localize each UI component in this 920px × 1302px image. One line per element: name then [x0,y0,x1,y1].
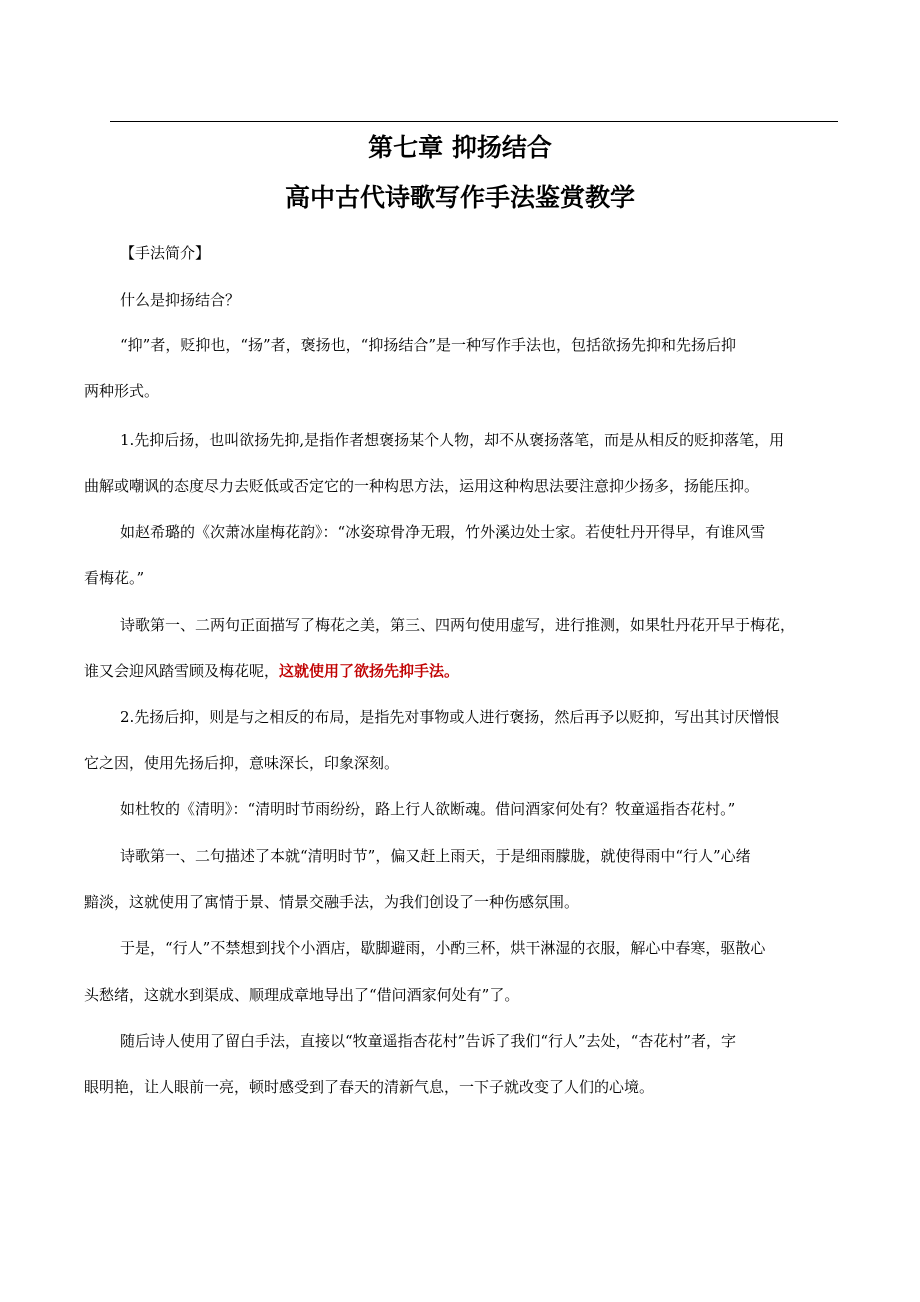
analysis4-line-2: 眼明艳，让人眼前一亮，顿时感受到了春天的清新气息，一下子就改变了人们的心境。 [84,1078,655,1096]
analysis1-line-2 [84,661,459,681]
analysis3-line-1: 于是，“行人”不禁想到找个小酒店，歇脚避雨，小酌三杯，烘干淋湿的衣服，解心中春寒，驱散心 [120,939,766,957]
header-rule [110,121,838,122]
analysis2-line-2: 黯淡，这就使用了寓情于景、情景交融手法，为我们创设了一种伤感氛围。 [84,893,580,911]
point2-line-2: 它之因，使用先扬后抑，意味深长，印象深刻。 [84,754,400,772]
analysis1-plain-text: 谁又会迎风踏雪顾及梅花呢， [84,662,280,680]
analysis1-line-1: 诗歌第一、二两句正面描写了梅花之美，第三、四两句使用虚写，进行推测，如果牡丹花开早于梅花， [120,616,796,634]
example2-line-1: 如杜牧的《清明》：“清明时节雨纷纷，路上行人欲断魂。借问酒家何处有？牧童遥指杏花村。” [120,800,736,818]
example1-line-2: 看梅花。” [84,569,145,587]
section-label: 【手法简介】 [120,244,211,262]
point1-line-2: 曲解或嘲讽的态度尽力去贬低或否定它的一种构思方法，运用这种构思法要注意抑少扬多，扬能压抑。 [84,477,760,495]
example1-line-1: 如赵希璐的《次萧冰崖梅花韵》：“冰姿琼骨净无瑕，竹外溪边处士家。若使牡丹开得早，有谁风雪 [120,523,766,541]
point1-line-1: 1.先抑后扬，也叫欲扬先抑,是指作者想褒扬某个人物，却不从褒扬落笔，而是从相反的贬抑落笔，用 [120,431,785,449]
chapter-title: 第七章 抑扬结合 [368,133,552,162]
page-subtitle: 高中古代诗歌写作手法鉴赏教学 [284,183,635,212]
analysis4-line-1: 随后诗人使用了留白手法，直接以“牧童遥指杏花村”告诉了我们“行人”去处，“杏花村”者，字 [120,1032,737,1050]
analysis3-line-2: 头愁绪，这就水到渠成、顺理成章地导出了“借问酒家何处有”了。 [84,986,520,1004]
point2-line-1: 2.先扬后抑，则是与之相反的布局，是指先对事物或人进行褒扬，然后再予以贬抑，写出其讨厌憎恨 [120,708,780,726]
definition-line-1: “抑”者，贬抑也，“扬”者，褒扬也，“抑扬结合”是一种写作手法也，包括欲扬先抑和先扬后抑 [120,336,737,354]
definition-line-2: 两种形式。 [84,382,160,400]
question-line: 什么是抑扬结合？ [120,291,241,309]
analysis2-line-1: 诗歌第一、二句描述了本就“清明时节”，偏又赶上雨天，于是细雨朦胧，就使得雨中“行人”心绪 [120,847,751,865]
analysis1-highlight-text: 这就使用了欲扬先抑手法。 [279,662,460,680]
